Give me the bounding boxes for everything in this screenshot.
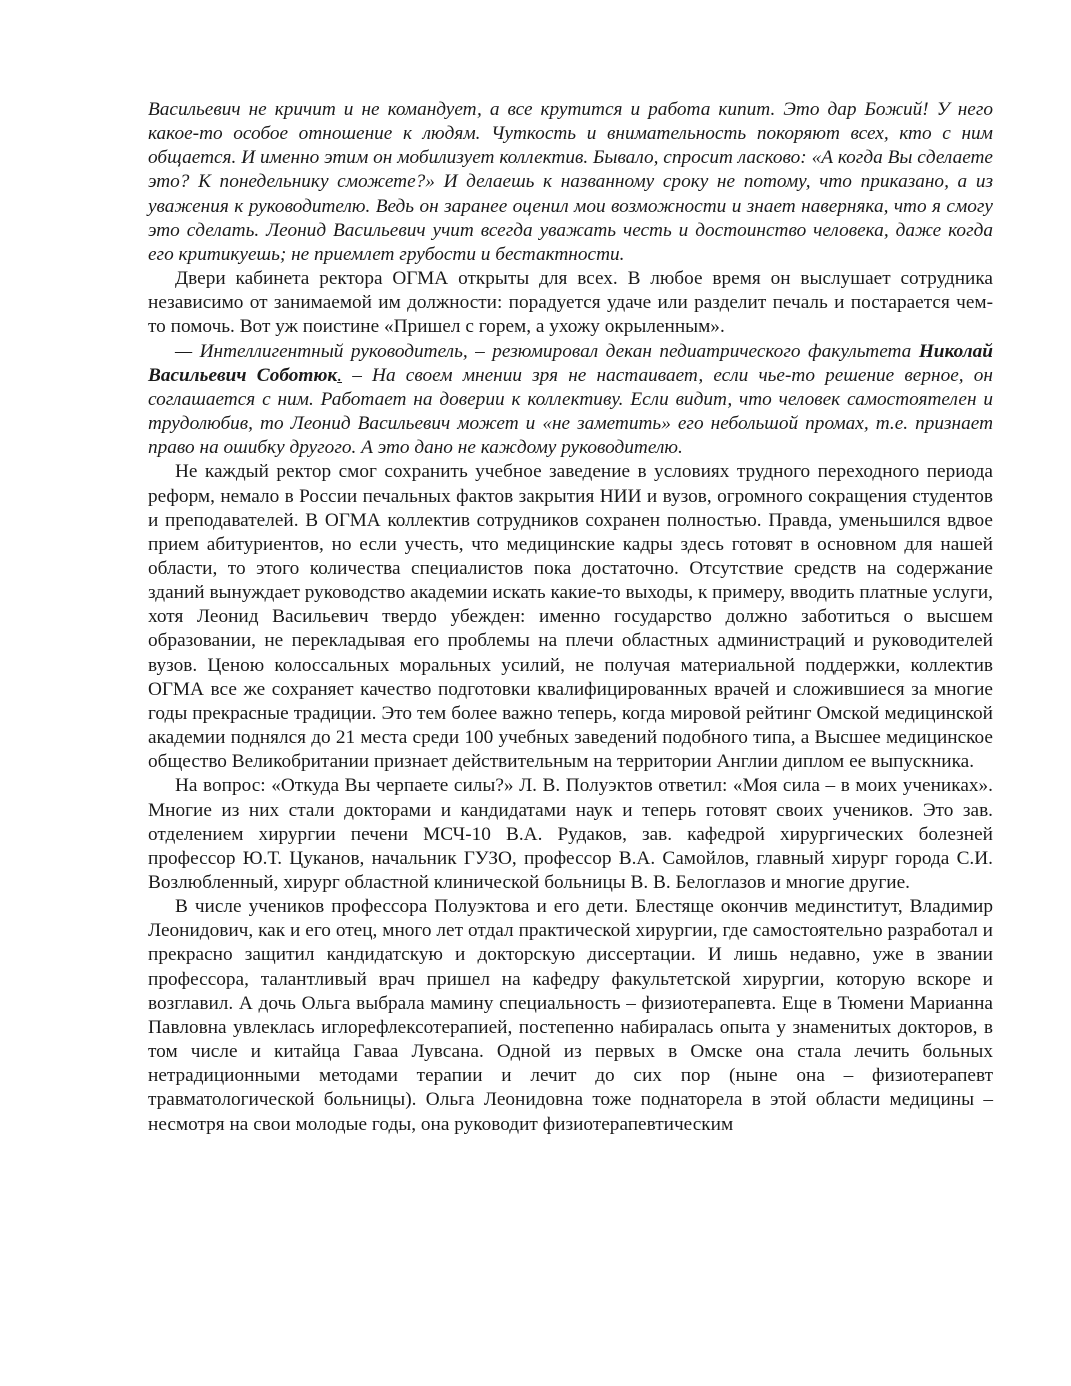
paragraph-text: Не каждый ректор смог сохранить учебное заведение в условиях трудного переходного периода реформ, немало в России печальных фактов закрытия НИИ и вузов, огромного сокращения студентов и преподавателей. В ОГМА коллектив сотрудников сохранен полностью. Правда, уменьшился вдвое прием абитуриентов, но если учесть, что медицинские кадры здесь готовят в основном для нашей области, то этого количества специалистов пока достаточно. Отсутствие средств на содержание зданий вынуждает руководство академии искать какие-то выходы, к примеру, вводить платные услуги, хотя Леонид Васильевич твердо убежден: именно государство должно заботиться о высшем образовании, не перекладывая его проблемы на плечи областных администраций и руководителей вузов. Ценою колоссальных моральных усилий, не получая материальной поддержки, коллектив ОГМА все же сохраняет качество подготовки квалифицированных врачей и сложившиеся за многие годы прекрасные традиции. Это тем более важно теперь, когда мировой рейтинг Омской медицинской академии поднялся до 21 места среди 100 учебных заведений подобного типа, а Высшее медицинское общество Великобритании признает действительным на территории Англии диплом ее выпускника. — [148, 461, 993, 773]
dean-name: Николай Васильевич Соботюк — [148, 340, 993, 386]
paragraph-reforms — [148, 460, 993, 774]
quote-rest: – На своем мнении зря не настаивает, если чье-то решение верное, он соглашается с ним. Работает на доверии к коллективу. Если видит, что человек самостоятелен и трудолюбив, то Леонид Васильевич может и «не заметить» его небольшой промах, т.е. признает право на ошибку другого. А это дано не каждому руководителю. — [148, 364, 993, 459]
paragraph-children — [148, 895, 993, 1137]
paragraph-text: Двери кабинета ректора ОГМА открыты для всех. В любое время он выслушает сотрудника независимо от занимаемой им должности: порадуется удаче или разделит печаль и постарается чем-то помочь. Вот уж поистине «Пришел с горем, а ухожу окрыленным». — [148, 268, 993, 338]
paragraph-quote-continuation — [148, 98, 993, 267]
paragraph-text: На вопрос: «Откуда Вы черпаете силы?» Л. В. Полуэктов ответил: «Моя сила – в моих учениках». Многие из них стали докторами и кандидатами наук и теперь готовят своих учеников. Это зав. отделением хирургии печени МСЧ-10 В.А. Рудаков, зав. кафедрой хирургических болезней профессор Ю.Т. Цуканов, начальник ГУЗО, профессор В.А. Самойлов, главный хирург города С.И. Возлюбленный, хирург областной клинической больницы В. В. Белоглазов и многие другие. — [148, 775, 993, 893]
quote-lead: — Интеллигентный руководитель, – резюмировал декан педиатрического факультета — [175, 340, 919, 362]
paragraph-text: Васильевич не кричит и не командует, а все крутится и работа кипит. Это дар Божий! У него какое-то особое отношение к людям. Чуткость и внимательность покоряют всех, кто с ним общается. И именно этим он мобилизует коллектив. Бывало, спросит ласково: «А когда Вы сделаете это? К понедельнику сможете?» И делаешь к названному сроку не потому, что приказано, а из уважения к руководителю. Ведь он заранее оценил мои возможности и знает наверняка, что я смогу это сделать. Леонид Васильевич учит всегда уважать честь и достоинство человека, даже когда его критикуешь; не приемлет грубости и бестактности. — [148, 99, 993, 265]
name-period: . — [337, 364, 343, 386]
document-page — [148, 98, 993, 1137]
paragraph-rector-office — [148, 267, 993, 339]
paragraph-text: В числе учеников профессора Полуэктова и его дети. Блестяще окончив мединститут, Владимир Леонидович, как и его отец, много лет отдал практической хирургии, где самостоятельно разработал и прекрасно защитил кандидатскую и докторскую диссертации. И лишь недавно, уже в звании профессора, талантливый врач пришел на кафедру факультетской хирургии, которую вскоре и возглавил. А дочь Ольга выбрала мамину специальность – физиотерапевта. Еще в Тюмени Марианна Павловна увлеклась иглорефлексотерапией, постепенно набиралась опыта у знаменитых докторов, в том числе и китайца Гаваа Лувсана. Одной из первых в Омске она стала лечить больных нетрадиционными методами терапии и лечит до сих пор (ныне она – физиотерапевт травматологической больницы). Ольга Леонидовна тоже поднаторела в этой области медицины – несмотря на свои молодые годы, она руководит физиотерапевтическим — [148, 896, 993, 1135]
paragraph-students — [148, 774, 993, 895]
paragraph-dean-quote — [148, 340, 993, 461]
